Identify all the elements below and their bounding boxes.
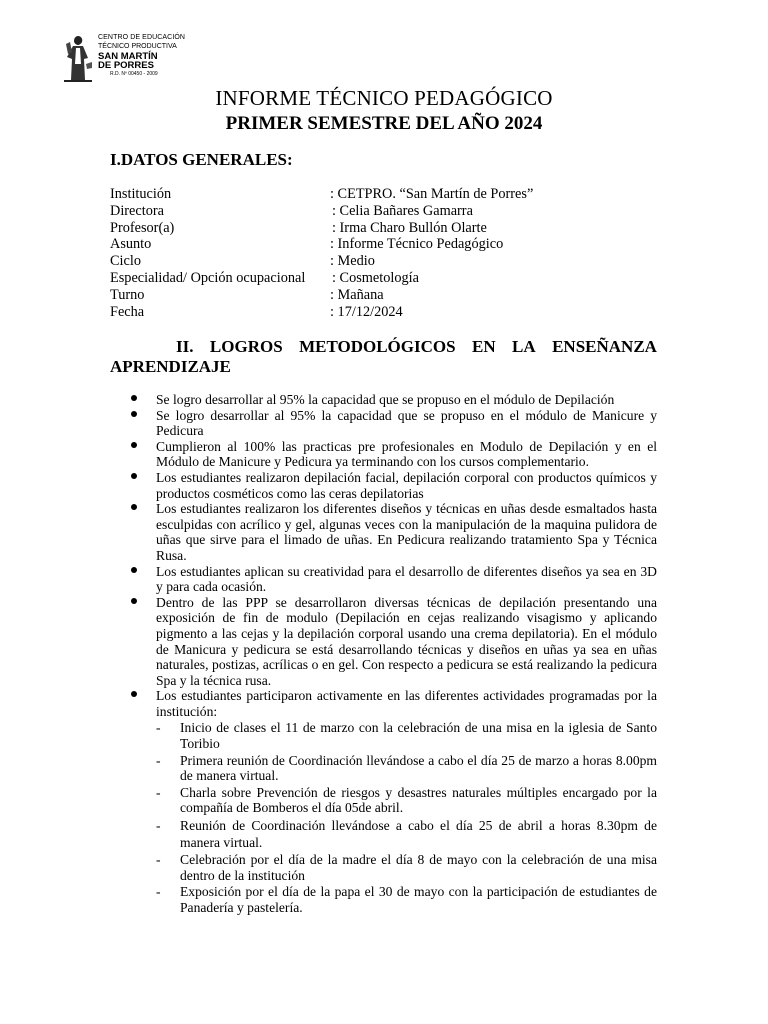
institution-logo (62, 34, 192, 82)
sub-list-item (110, 884, 657, 915)
dash-marker: - (156, 752, 161, 768)
list-item (110, 595, 657, 689)
bullet-icon (131, 691, 137, 697)
info-value: : Mañana (330, 286, 384, 303)
info-label: Fecha (110, 303, 145, 320)
info-value: : Informe Técnico Pedagógico (330, 236, 504, 253)
sub-item-text: Exposición por el día de la papa el 30 de mayo con la participación de estudiantes de Panadería y pastelería. (180, 884, 657, 915)
info-value: : Cosmetología (332, 269, 419, 286)
info-label: Asunto (110, 236, 152, 253)
info-label: Directora (110, 202, 164, 219)
sub-list-item (110, 720, 657, 751)
list-item-text: Cumplieron al 100% las practicas pre profesionales en Modulo de Depilación y en el Módulo de Manicure y Pedicura ya terminando con los cursos complementario. (156, 438, 657, 470)
document-subtitle: PRIMER SEMESTRE DEL AÑO 2024 (225, 113, 543, 134)
list-item (110, 688, 657, 719)
list-item (110, 470, 657, 501)
heading-line-2: APRENDIZAJE (110, 357, 231, 376)
info-value: : 17/12/2024 (330, 303, 403, 320)
logo-line-1: CENTRO DE EDUCACIÓN (98, 34, 186, 41)
dash-marker: - (156, 818, 161, 834)
sub-item-text: Charla sobre Prevención de riesgos y desastres naturales múltiples encargado por la compañía de Bomberos el día 05de abril. (180, 784, 657, 816)
info-label: Ciclo (110, 253, 141, 270)
section-2-heading (110, 337, 657, 377)
logo-line-5: R.D. Nº 00450 - 2009 (110, 71, 158, 77)
info-value: : Medio (330, 253, 375, 270)
bullet-icon (131, 442, 137, 448)
sub-list-item (110, 753, 657, 784)
list-item-text: Los estudiantes realizaron depilación facial, depilación corporal con productos químicos y productos cosméticos como las ceras depilatorias (156, 469, 657, 501)
achievements-list (110, 392, 657, 915)
list-item (110, 564, 657, 595)
heading-word: EN (472, 337, 496, 356)
sub-item-text: Primera reunión de Coordinación llevándose a cabo el día 25 de marzo a horas 8.00pm de manera virtual. (180, 752, 657, 784)
list-item-text: Se logro desarrollar al 95% la capacidad que se propuso en el módulo de Depilación (156, 392, 615, 407)
sub-list-item (110, 785, 657, 816)
info-label: Institución (110, 186, 172, 202)
dash-marker: - (156, 852, 161, 868)
dash-marker: - (156, 884, 161, 900)
sub-list-item (110, 817, 657, 851)
info-value: : CETPRO. “San Martín de Porres” (330, 186, 534, 202)
bullet-icon (131, 598, 137, 604)
heading-word: METODOLÓGICOS (299, 337, 456, 356)
logo-line-3: SAN MARTÍN (98, 51, 158, 62)
bullet-icon (131, 567, 137, 573)
bullet-icon (131, 411, 137, 417)
sub-item-text: Inicio de clases el 11 de marzo con la celebración de una misa en la iglesia de Santo Toribio (180, 720, 657, 752)
list-item-text: Se logro desarrollar al 95% la capacidad que se propuso en el módulo de Manicure y Pedicura (156, 407, 657, 439)
info-label: Profesor(a) (110, 219, 175, 236)
document-title: INFORME TÉCNICO PEDAGÓGICO (215, 86, 553, 110)
bullet-icon (131, 473, 137, 479)
list-item (110, 408, 657, 439)
heading-word: LA (512, 337, 536, 356)
heading-word: II. (176, 337, 194, 356)
info-value: : Celia Bañares Gamarra (332, 202, 473, 219)
logo-line-4: DE PORRES (98, 60, 154, 71)
heading-word: LOGROS (209, 337, 283, 356)
bullet-icon (131, 395, 137, 401)
heading-word: ENSEÑANZA (552, 337, 657, 356)
sub-list-item (110, 852, 657, 883)
dash-marker: - (156, 784, 161, 800)
bullet-icon (131, 504, 137, 510)
info-value: : Irma Charo Bullón Olarte (332, 219, 487, 236)
sub-item-text: Reunión de Coordinación llevándose a cabo el día 25 de abril a horas 8.30pm de manera virtual. (180, 818, 657, 851)
dash-marker: - (156, 720, 161, 736)
list-item-text: Los estudiantes realizaron los diferentes diseños y técnicas en uñas desde esmaltados hasta esculpidas con acrílico y gel, algunas veces con la manipulación de la maquina pulidora de uñas que sirve para el limado de uñas. En Pedicura realizando tratamiento Spa y Técnica Rusa. (156, 501, 657, 563)
list-item-text: Los estudiantes aplican su creatividad para el desarrollo de diferentes diseños ya sea en 3D y para cada ocasión. (156, 563, 657, 595)
saint-figure-icon (62, 34, 94, 82)
list-item-text: Dentro de las PPP se desarrollaron diversas técnicas de depilación presentando una exposición de fin de modulo (Depilación en cejas realizando visagismo y aplicando pigmento a las cejas y la depilación corporal usando una crema depilatoria). En el módulo de Manicura y pedicura se está desarrollando técnicas y diseños en uñas ya sea en uñas naturales, postizas, acrílicas o en gel. Con respecto a pedicura se está realizando la pedicura Spa y la técnica rusa. (156, 594, 657, 688)
list-item (110, 439, 657, 470)
list-item (110, 392, 657, 408)
logo-line-2: TÉCNICO PRODUCTIVA (98, 43, 177, 50)
sub-item-text: Celebración por el día de la madre el día 8 de mayo con la celebración de una misa dentro de la institución (180, 852, 657, 883)
section-1-heading: I.DATOS GENERALES: (110, 150, 293, 169)
info-label: Especialidad/ Opción ocupacional (110, 269, 306, 286)
list-item (110, 501, 657, 563)
list-item-text: Los estudiantes participaron activamente en las diferentes actividades programadas por la institución: (156, 688, 657, 719)
info-label: Turno (110, 286, 145, 303)
